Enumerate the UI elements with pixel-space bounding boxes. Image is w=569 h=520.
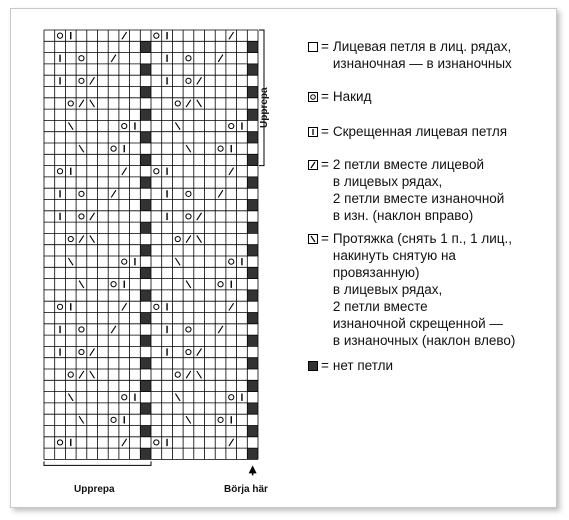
left-slant-mark — [197, 235, 202, 242]
left-slant-mark — [186, 145, 191, 152]
no-stitch-cell — [247, 154, 258, 165]
no-stitch-cell — [247, 87, 258, 98]
no-stitch-cell — [247, 109, 258, 120]
right-slant-mark — [90, 213, 95, 220]
right-slant-mark — [186, 100, 191, 107]
yarn-over-mark — [229, 395, 234, 400]
legend-text-ssk: Протяжка (снять 1 п., 1 лиц., накинуть снятую на провязанную) в лицевых рядах, 2 петли вместе изнаночной скрещенной — в изнаночных (наклон влево) — [332, 231, 516, 348]
yarn-over-icon — [308, 92, 318, 102]
yarn-over-mark — [57, 304, 62, 309]
yarn-over-mark — [218, 417, 223, 422]
no-stitch-cell — [247, 290, 258, 301]
no-stitch-cell — [140, 64, 151, 75]
right-slant-mark — [186, 371, 191, 378]
no-stitch-cell — [247, 403, 258, 414]
right-slant-mark — [218, 55, 223, 62]
yarn-over-mark — [79, 327, 84, 332]
yarn-over-mark — [68, 101, 73, 106]
right-slant-mark — [122, 439, 127, 446]
no-stitch-cell — [140, 267, 151, 278]
no-stitch-cell — [140, 154, 151, 165]
left-slant-icon — [308, 234, 318, 244]
yarn-over-mark — [79, 78, 84, 83]
no-stitch-icon — [308, 361, 318, 371]
right-slant-mark — [111, 326, 116, 333]
no-stitch-cell — [140, 380, 151, 391]
right-slant-mark — [229, 32, 234, 39]
yarn-over-mark — [175, 101, 180, 106]
yarn-over-mark — [218, 282, 223, 287]
legend-item-no-stitch: = нет петли — [308, 357, 393, 374]
no-stitch-cell — [247, 132, 258, 143]
no-stitch-cell — [140, 177, 151, 188]
yarn-over-mark — [154, 169, 159, 174]
start-here-label: Börja här — [224, 484, 268, 495]
legend-item-yarn-over: = Накид — [308, 88, 371, 105]
right-slant-mark — [218, 190, 223, 197]
left-slant-mark — [175, 258, 180, 265]
no-stitch-cell — [140, 87, 151, 98]
yarn-over-mark — [68, 236, 73, 241]
left-slant-mark — [79, 145, 84, 152]
left-slant-mark — [90, 100, 95, 107]
left-slant-mark — [68, 122, 73, 129]
legend-text-k2tog: 2 петли вместе лицевой в лицевых рядах, 2 петли вместе изнаночной в изн. (наклон вправо) — [332, 157, 505, 223]
no-stitch-cell — [247, 64, 258, 75]
right-slant-mark — [122, 303, 127, 310]
yarn-over-mark — [154, 304, 159, 309]
left-slant-mark — [175, 394, 180, 401]
no-stitch-cell — [247, 41, 258, 52]
yarn-over-mark — [111, 282, 116, 287]
yarn-over-mark — [57, 33, 62, 38]
no-stitch-cell — [140, 426, 151, 437]
yarn-over-mark — [122, 395, 127, 400]
legend-text-knit: Лицевая петля в лиц. рядах, изнаночная — в изнаночных — [332, 39, 512, 71]
right-slant-mark — [79, 100, 84, 107]
right-slant-mark — [122, 168, 127, 175]
yarn-over-mark — [175, 236, 180, 241]
right-slant-mark — [229, 303, 234, 310]
no-stitch-cell — [140, 200, 151, 211]
no-stitch-cell — [247, 426, 258, 437]
no-stitch-cell — [247, 313, 258, 324]
yarn-over-mark — [229, 123, 234, 128]
legend-text-twisted: Скрещенная лицевая петля — [332, 124, 508, 139]
legend-text-no-stitch: нет петли — [332, 358, 394, 373]
no-stitch-cell — [140, 448, 151, 459]
no-stitch-cell — [247, 358, 258, 369]
yarn-over-mark — [111, 417, 116, 422]
yarn-over-mark — [154, 33, 159, 38]
no-stitch-cell — [247, 380, 258, 391]
right-slant-mark — [79, 235, 84, 242]
yarn-over-mark — [186, 349, 191, 354]
yarn-over-mark — [68, 372, 73, 377]
left-slant-mark — [79, 416, 84, 423]
legend-item-k2tog: = 2 петли вместе лицевой в лицевых рядах, 2 петли вместе изнаночной в изн. (наклон вправо) — [308, 156, 504, 224]
no-stitch-cell — [140, 222, 151, 233]
no-stitch-cell — [140, 335, 151, 346]
yarn-over-mark — [186, 214, 191, 219]
right-slant-mark — [229, 168, 234, 175]
right-slant-mark — [197, 348, 202, 355]
right-slant-mark — [111, 190, 116, 197]
yarn-over-mark — [122, 123, 127, 128]
twisted-knit-icon — [308, 127, 318, 137]
legend-item-ssk: = Протяжка (снять 1 п., 1 лиц., накинуть снятую на провязанную) в лицевых рядах, 2 петли вместе изнаночной скрещенной — в изнаночных (наклон влево) — [308, 230, 515, 349]
no-stitch-cell — [140, 245, 151, 256]
right-slant-mark — [111, 55, 116, 62]
right-slant-mark — [197, 77, 202, 84]
yarn-over-mark — [122, 259, 127, 264]
legend-item-twisted: = Скрещенная лицевая петля — [308, 123, 507, 140]
left-slant-mark — [186, 416, 191, 423]
legend-text-yarn-over: Накид — [332, 89, 372, 104]
no-stitch-cell — [140, 290, 151, 301]
yarn-over-mark — [79, 191, 84, 196]
no-stitch-cell — [140, 358, 151, 369]
no-stitch-cell — [247, 267, 258, 278]
yarn-over-mark — [186, 191, 191, 196]
no-stitch-cell — [247, 177, 258, 188]
right-slant-mark — [122, 32, 127, 39]
left-slant-mark — [79, 281, 84, 288]
repeat-vertical-label: Upprepa — [259, 87, 270, 128]
no-stitch-cell — [140, 403, 151, 414]
no-stitch-cell — [247, 335, 258, 346]
no-stitch-cell — [140, 109, 151, 120]
yarn-over-mark — [79, 56, 84, 61]
yarn-over-mark — [186, 56, 191, 61]
repeat-horizontal-label: Upprepa — [74, 484, 115, 495]
yarn-over-mark — [186, 327, 191, 332]
right-slant-mark — [186, 235, 191, 242]
left-slant-mark — [90, 235, 95, 242]
yarn-over-mark — [79, 349, 84, 354]
right-slant-mark — [197, 213, 202, 220]
yarn-over-mark — [57, 169, 62, 174]
right-slant-icon — [308, 160, 318, 170]
left-slant-mark — [90, 371, 95, 378]
no-stitch-cell — [140, 313, 151, 324]
right-slant-mark — [90, 348, 95, 355]
right-slant-mark — [79, 371, 84, 378]
no-stitch-cell — [140, 132, 151, 143]
yarn-over-mark — [229, 259, 234, 264]
no-stitch-cell — [247, 448, 258, 459]
yarn-over-mark — [218, 146, 223, 151]
right-slant-mark — [90, 77, 95, 84]
no-stitch-cell — [247, 222, 258, 233]
yarn-over-mark — [111, 146, 116, 151]
left-slant-mark — [197, 100, 202, 107]
right-slant-mark — [229, 439, 234, 446]
no-stitch-cell — [140, 41, 151, 52]
left-slant-mark — [68, 258, 73, 265]
left-slant-mark — [186, 281, 191, 288]
yarn-over-mark — [154, 440, 159, 445]
yarn-over-mark — [175, 372, 180, 377]
yarn-over-mark — [79, 214, 84, 219]
no-stitch-cell — [247, 245, 258, 256]
right-slant-mark — [218, 326, 223, 333]
legend-item-knit: = Лицевая петля в лиц. рядах, изнаночная — в изнаночных — [308, 38, 512, 72]
left-slant-mark — [175, 122, 180, 129]
yarn-over-mark — [186, 78, 191, 83]
left-slant-mark — [68, 394, 73, 401]
no-stitch-cell — [247, 200, 258, 211]
left-slant-mark — [197, 371, 202, 378]
blank-square-icon — [308, 42, 318, 52]
repeat-horizontal-bracket — [44, 461, 151, 465]
yarn-over-mark — [57, 440, 62, 445]
